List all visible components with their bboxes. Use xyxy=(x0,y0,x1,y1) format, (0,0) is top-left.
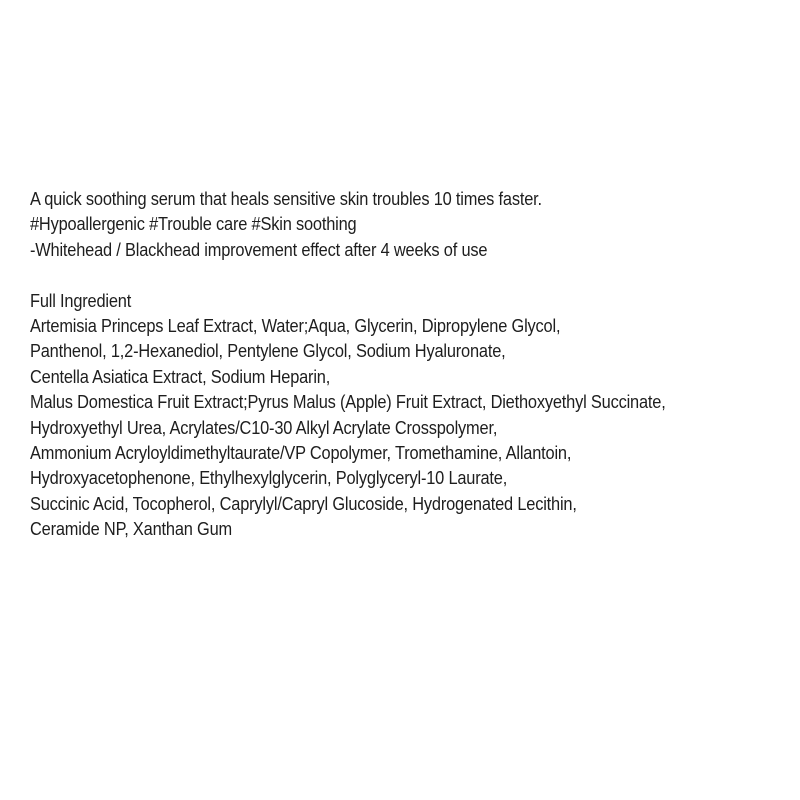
ingredient-line: Hydroxyethyl Urea, Acrylates/C10-30 Alkyl Acrylate Crosspolymer, xyxy=(30,417,498,438)
full-ingredient-section xyxy=(30,289,666,543)
description-hashtags: #Hypoallergenic #Trouble care #Skin soothing xyxy=(30,214,357,235)
product-text-block xyxy=(30,187,666,543)
ingredient-line: Centella Asiatica Extract, Sodium Heparin, xyxy=(30,366,331,387)
ingredients-heading: Full Ingredient xyxy=(30,290,132,311)
description-effect-line: -Whitehead / Blackhead improvement effect after 4 weeks of use xyxy=(30,239,488,260)
ingredient-line: Panthenol, 1,2-Hexanediol, Pentylene Glycol, Sodium Hyaluronate, xyxy=(30,341,506,362)
product-description xyxy=(30,187,666,263)
ingredient-line: Ceramide NP, Xanthan Gum xyxy=(30,519,233,540)
ingredient-line: Succinic Acid, Tocopherol, Caprylyl/Capryl Glucoside, Hydrogenated Lecithin, xyxy=(30,493,577,514)
ingredient-line: Ammonium Acryloyldimethyltaurate/VP Copolymer, Tromethamine, Allantoin, xyxy=(30,443,572,464)
ingredient-line: Artemisia Princeps Leaf Extract, Water;Aqua, Glycerin, Dipropylene Glycol, xyxy=(30,316,561,337)
description-line: A quick soothing serum that heals sensitive skin troubles 10 times faster. xyxy=(30,189,542,209)
ingredient-line: Hydroxyacetophenone, Ethylhexylglycerin, Polyglyceryl-10 Laurate, xyxy=(30,468,508,489)
ingredient-line: Malus Domestica Fruit Extract;Pyrus Malus (Apple) Fruit Extract, Diethoxyethyl Succinate, xyxy=(30,392,666,413)
